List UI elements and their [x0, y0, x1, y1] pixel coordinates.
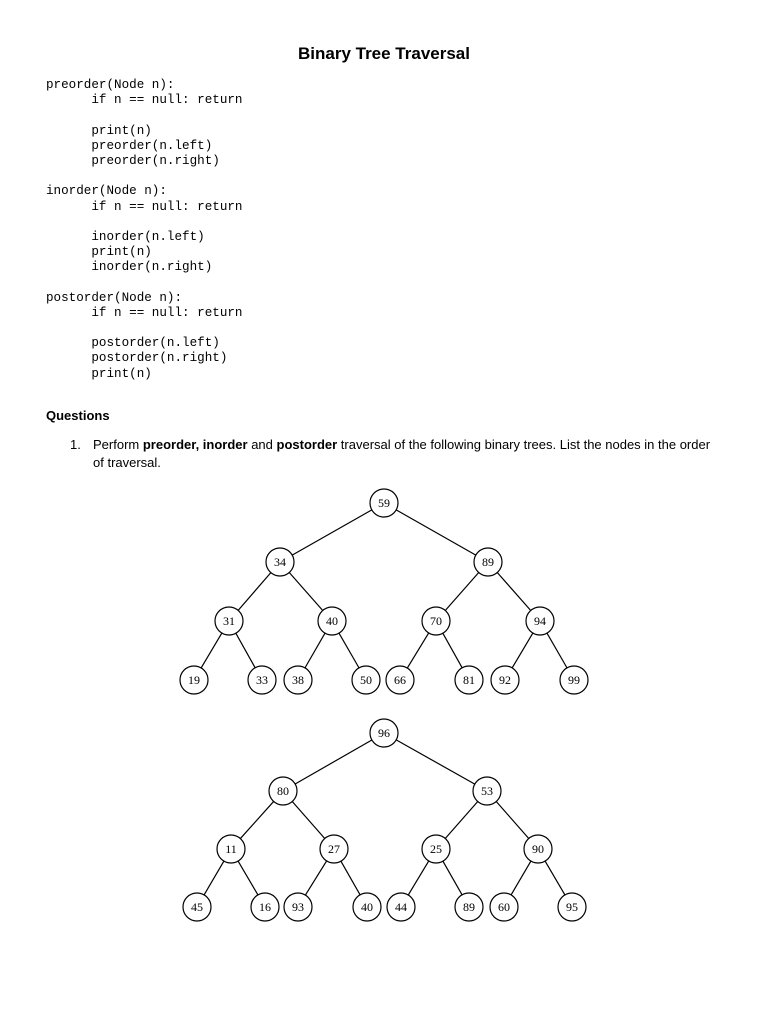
- tree-node-label: 11: [225, 842, 237, 856]
- tree-node-label: 80: [277, 784, 289, 798]
- code-line: print(n): [46, 245, 152, 260]
- code-line: if n == null: return: [46, 199, 243, 214]
- tree-edge: [292, 802, 325, 839]
- tree-edge: [292, 510, 372, 555]
- binary-tree-1: [180, 489, 588, 694]
- tree-node-label: 81: [463, 673, 475, 687]
- tree-node-label: 44: [395, 900, 407, 914]
- tree-edge: [496, 802, 529, 839]
- tree-edge: [408, 861, 429, 895]
- tree-edge: [396, 740, 475, 784]
- tree-node-label: 19: [188, 673, 200, 687]
- tree-node-label: 45: [191, 900, 203, 914]
- tree-edge: [445, 802, 478, 839]
- tree-edge: [511, 861, 531, 895]
- code-line: postorder(n.left): [46, 336, 220, 351]
- tree-node-label: 53: [481, 784, 493, 798]
- code-line: inorder(Node n):: [46, 184, 167, 199]
- tree-edge: [236, 633, 255, 668]
- code-line: if n == null: return: [46, 305, 243, 320]
- question-bold-part: postorder: [276, 437, 338, 452]
- tree-node-label: 25: [430, 842, 442, 856]
- tree-edge: [512, 633, 533, 668]
- tree-node-label: 89: [482, 555, 494, 569]
- code-line: preorder(n.left): [46, 138, 213, 153]
- tree-edge: [443, 861, 462, 895]
- questions-heading: Questions: [46, 408, 110, 423]
- tree-edge: [341, 861, 360, 895]
- code-line: inorder(n.right): [46, 260, 213, 275]
- tree-node-label: 94: [534, 614, 546, 628]
- tree-edge: [545, 861, 565, 895]
- tree-edge: [204, 861, 224, 895]
- code-line: inorder(n.left): [46, 229, 205, 244]
- binary-tree-2: [183, 719, 586, 921]
- tree-node-label: 38: [292, 673, 304, 687]
- tree-node-label: 27: [328, 842, 340, 856]
- code-line: print(n): [46, 366, 152, 381]
- tree-edge: [295, 740, 372, 784]
- tree-edge: [339, 633, 359, 668]
- tree-node-label: 96: [378, 726, 390, 740]
- tree-edge: [407, 633, 428, 668]
- tree-node-label: 92: [499, 673, 511, 687]
- tree-edge: [201, 633, 222, 668]
- tree-node-label: 40: [361, 900, 373, 914]
- tree-edge: [305, 861, 326, 895]
- tree-node-label: 16: [259, 900, 271, 914]
- code-line: print(n): [46, 123, 152, 138]
- tree-edge: [240, 801, 273, 838]
- question-text-part: and: [247, 437, 277, 452]
- tree-node-label: 90: [532, 842, 544, 856]
- tree-node-label: 31: [223, 614, 235, 628]
- tree-edge: [497, 573, 530, 611]
- question-number: 1.: [70, 437, 81, 452]
- tree-node-label: 59: [378, 496, 390, 510]
- tree-node-label: 66: [394, 673, 406, 687]
- tree-node-label: 93: [292, 900, 304, 914]
- tree-node-label: 70: [430, 614, 442, 628]
- question-text-part: traversal of the following binary trees. List the nodes in the order of traversal.: [93, 437, 711, 470]
- tree-node-label: 50: [360, 673, 372, 687]
- tree-node-label: 99: [568, 673, 580, 687]
- tree-edge: [238, 861, 258, 895]
- tree-node-label: 95: [566, 900, 578, 914]
- tree-edge: [289, 573, 322, 611]
- code-line: postorder(n.right): [46, 351, 228, 366]
- code-line: if n == null: return: [46, 93, 243, 108]
- question-text-part: Perform: [93, 437, 143, 452]
- tree-node-label: 60: [498, 900, 510, 914]
- tree-node-label: 33: [256, 673, 268, 687]
- tree-edge: [305, 633, 325, 668]
- tree-node-label: 34: [274, 555, 286, 569]
- code-line: preorder(Node n):: [46, 78, 175, 92]
- tree-node-label: 89: [463, 900, 475, 914]
- page-title: Binary Tree Traversal: [297, 44, 470, 63]
- code-line: preorder(n.right): [46, 153, 220, 168]
- question-bold-part: preorder, inorder: [142, 437, 248, 452]
- tree-edge: [445, 573, 478, 611]
- tree-edge: [238, 573, 271, 611]
- tree-node-label: 40: [326, 614, 338, 628]
- tree-edge: [547, 633, 567, 668]
- tree-edge: [443, 633, 462, 668]
- tree-edge: [396, 510, 476, 555]
- code-line: postorder(Node n):: [46, 290, 183, 305]
